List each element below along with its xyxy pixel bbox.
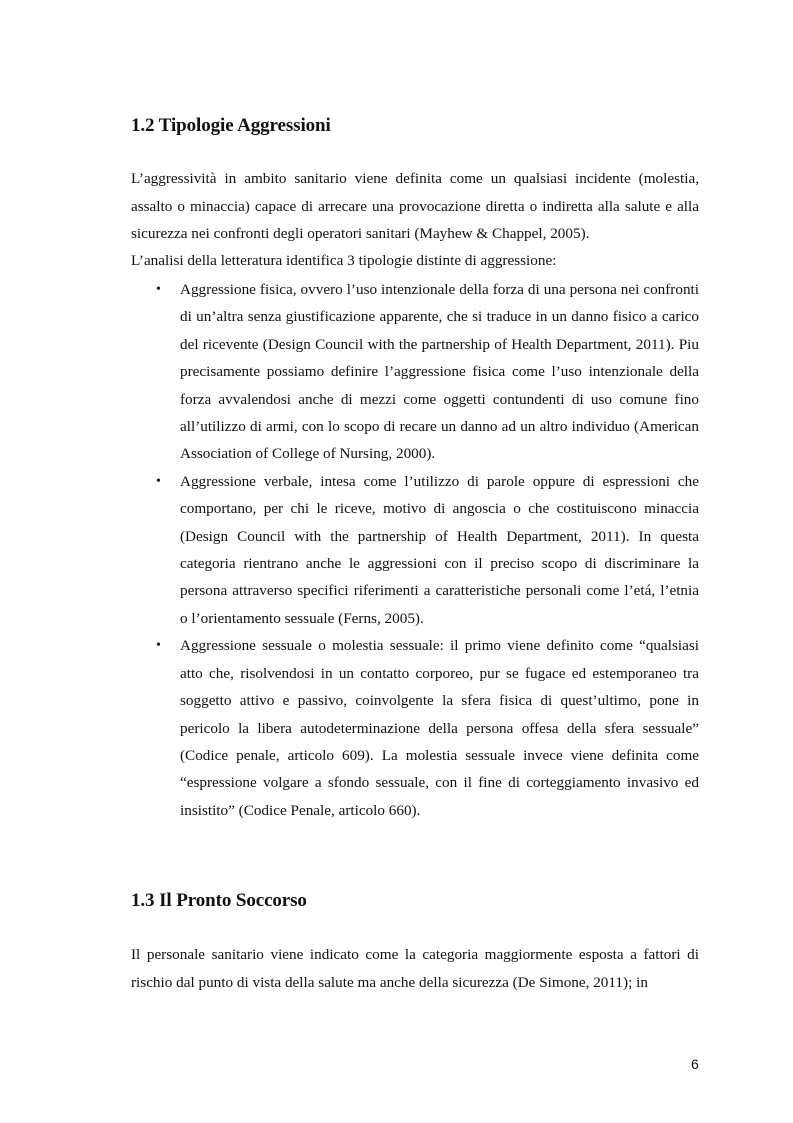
bullet-icon: • [156,638,161,654]
section-heading-1-3: 1.3 Il Pronto Soccorso [131,890,307,911]
definition-paragraph: L’aggressività in ambito sanitario viene definita come un qualsiasi incidente (molestia, assalto o minaccia) capace di arrecare una provocazione diretta o indiretta alla salute e alla sicurezza nei confronti degli operatori sanitari (Mayhew & Chappel, 2005). [131,170,699,242]
aggression-types-list [156,276,699,824]
list-item-physical [156,276,699,468]
emergency-room-paragraph: Il personale sanitario viene indicato come la categoria maggiormente esposta a fattori di rischio dal punto di vista della salute ma anche della sicurezza (De Simone, 2011); in [131,946,699,991]
intro-sentence: L’analisi della letteratura identifica 3 tipologie distinte di aggressione: [131,252,557,269]
list-item-sexual [156,632,699,824]
list-item-text: Aggressione verbale, intesa come l’utilizzo di parole oppure di espressioni che comportano, per chi le riceve, motivo di angoscia o che costituiscono minaccia (Design Council with the partnership of Health Department, 2011). In questa categoria rientrano anche le aggressioni con il preciso scopo di discriminare la persona attraverso specifici riferimenti a caratteristiche personali come l’etá, l’etnia o l’orientamento sessuale (Ferns, 2005). [180,472,699,627]
list-item-verbal [156,468,699,632]
list-item-text: Aggressione sessuale o molestia sessuale: il primo viene definito come “qualsiasi atto che, risolvendosi in un contatto corporeo, pur se fugace ed estemporaneo tra soggetto attivo e passivo, coinvolgente la sfera fisica di quest’ultimo, pone in pericolo la libera autodeterminazione della persona offesa della sfera sessuale” (Codice penale, articolo 609). La molestia sessuale invece viene definita come “espressione volgare a sfondo sessuale, con il fine di corteggiamento invasivo ed insistito” (Codice Penale, articolo 660). [180,637,699,819]
list-item-text: Aggressione fisica, ovvero l’uso intenzionale della forza di una persona nei confronti di un’altra senza giustificazione apparente, che si traduce in un danno fisico a carico del ricevente (Design Council with the partnership of Health Department, 2011). Piu precisamente possiamo definire l’aggressione fisica come l’uso intenzionale della forza avvalendosi anche di mezzi come oggetti contundenti di uso comune fino all’utilizzo di armi, con lo scopo di recare un danno ad un altro individuo (American Association of College of Nursing, 2000). [180,281,699,463]
section-heading-1-2: 1.2 Tipologie Aggressioni [131,115,331,136]
bullet-icon: • [156,282,161,297]
page-number: 6 [691,1056,699,1072]
bullet-icon: • [156,473,161,489]
